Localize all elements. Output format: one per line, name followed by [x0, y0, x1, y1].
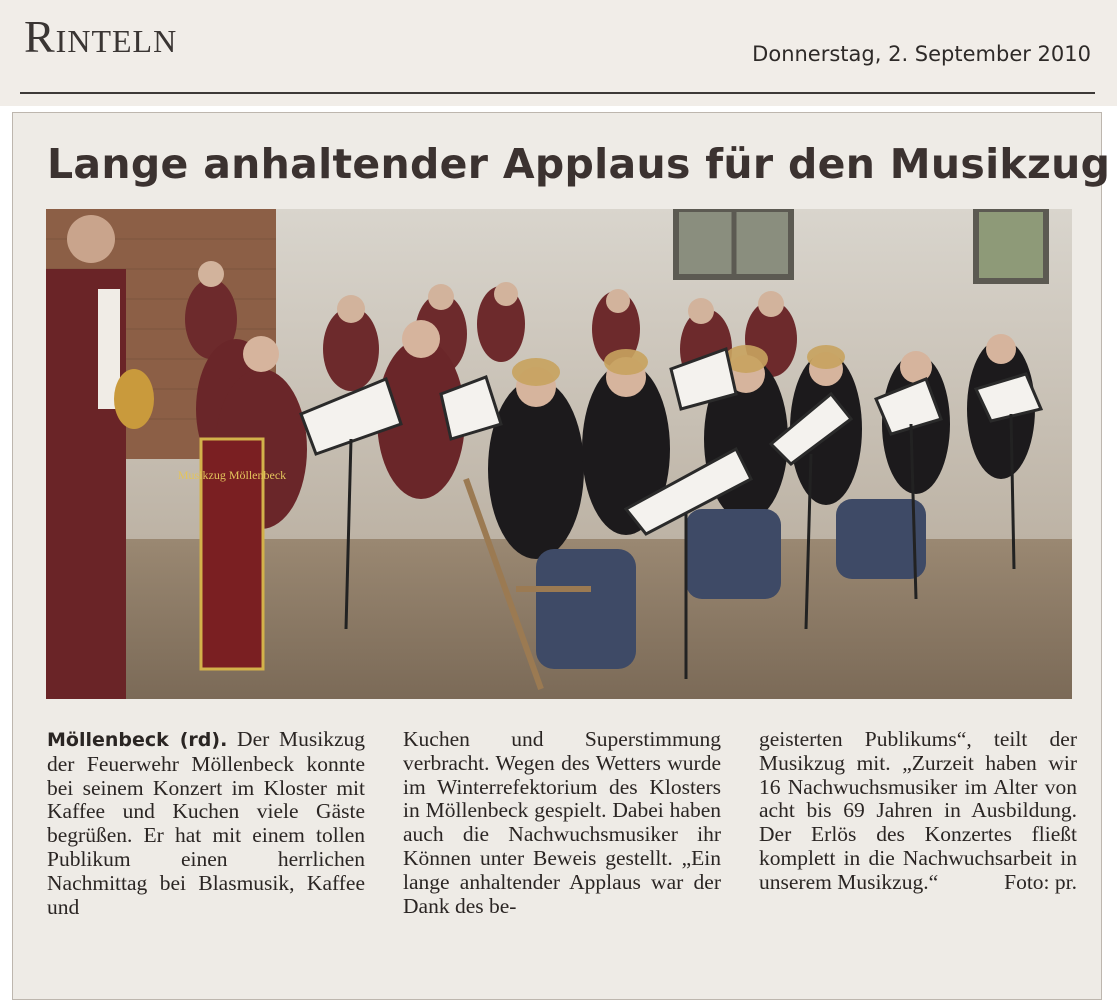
article-column-3: [759, 728, 1077, 983]
article-headline: Lange anhaltender Applaus für den Musikzug: [47, 140, 1111, 188]
article-column-2: Kuchen und Superstimmung verbracht. Wegen des Wetters wurde im Winterrefektorium des Klosters in Möllenbeck gespielt. Dabei haben auch die Nachwuchsmusiker ihr Können unter Beweis gestellt. „Ein lange anhaltender Applaus war der Dank des be-: [403, 727, 721, 918]
article-column-1: [47, 728, 365, 983]
masthead: [0, 0, 1117, 106]
article-body: [47, 728, 1077, 983]
issue-date: Donnerstag, 2. September 2010: [752, 42, 1091, 66]
article-dateline: Möllenbeck (rd).: [47, 729, 228, 751]
photo-credit: Foto: pr.: [1004, 869, 1077, 894]
article-column-3-text: geisterten Publikums“, teilt der Musikzug mit. „Zurzeit haben wir 16 Nachwuchsmusiker im Alter von acht bis 69 Jahren in Ausbildung. Der Erlös des Konzertes fließt komplett in die Nachwuchsarbeit in unserem Musikzug.“: [759, 727, 1077, 894]
masthead-rule: [20, 92, 1095, 94]
article-clipping: [12, 112, 1111, 1000]
band-photo-illustration: [46, 209, 1072, 699]
newspaper-name: Rinteln: [24, 11, 178, 62]
article-photo: [46, 209, 1072, 699]
banner-text: Musikzug Möllenbeck: [177, 468, 287, 482]
article-column-1-text: Der Musikzug der Feuerwehr Möllenbeck konnte bei seinem Konzert im Kloster mit Kaffee und Kuchen viele Gäste begrüßen. Er hat mit einem tollen Publikum einen herrlichen Nachmittag bei Blasmusik, Kaffee und: [47, 727, 365, 919]
